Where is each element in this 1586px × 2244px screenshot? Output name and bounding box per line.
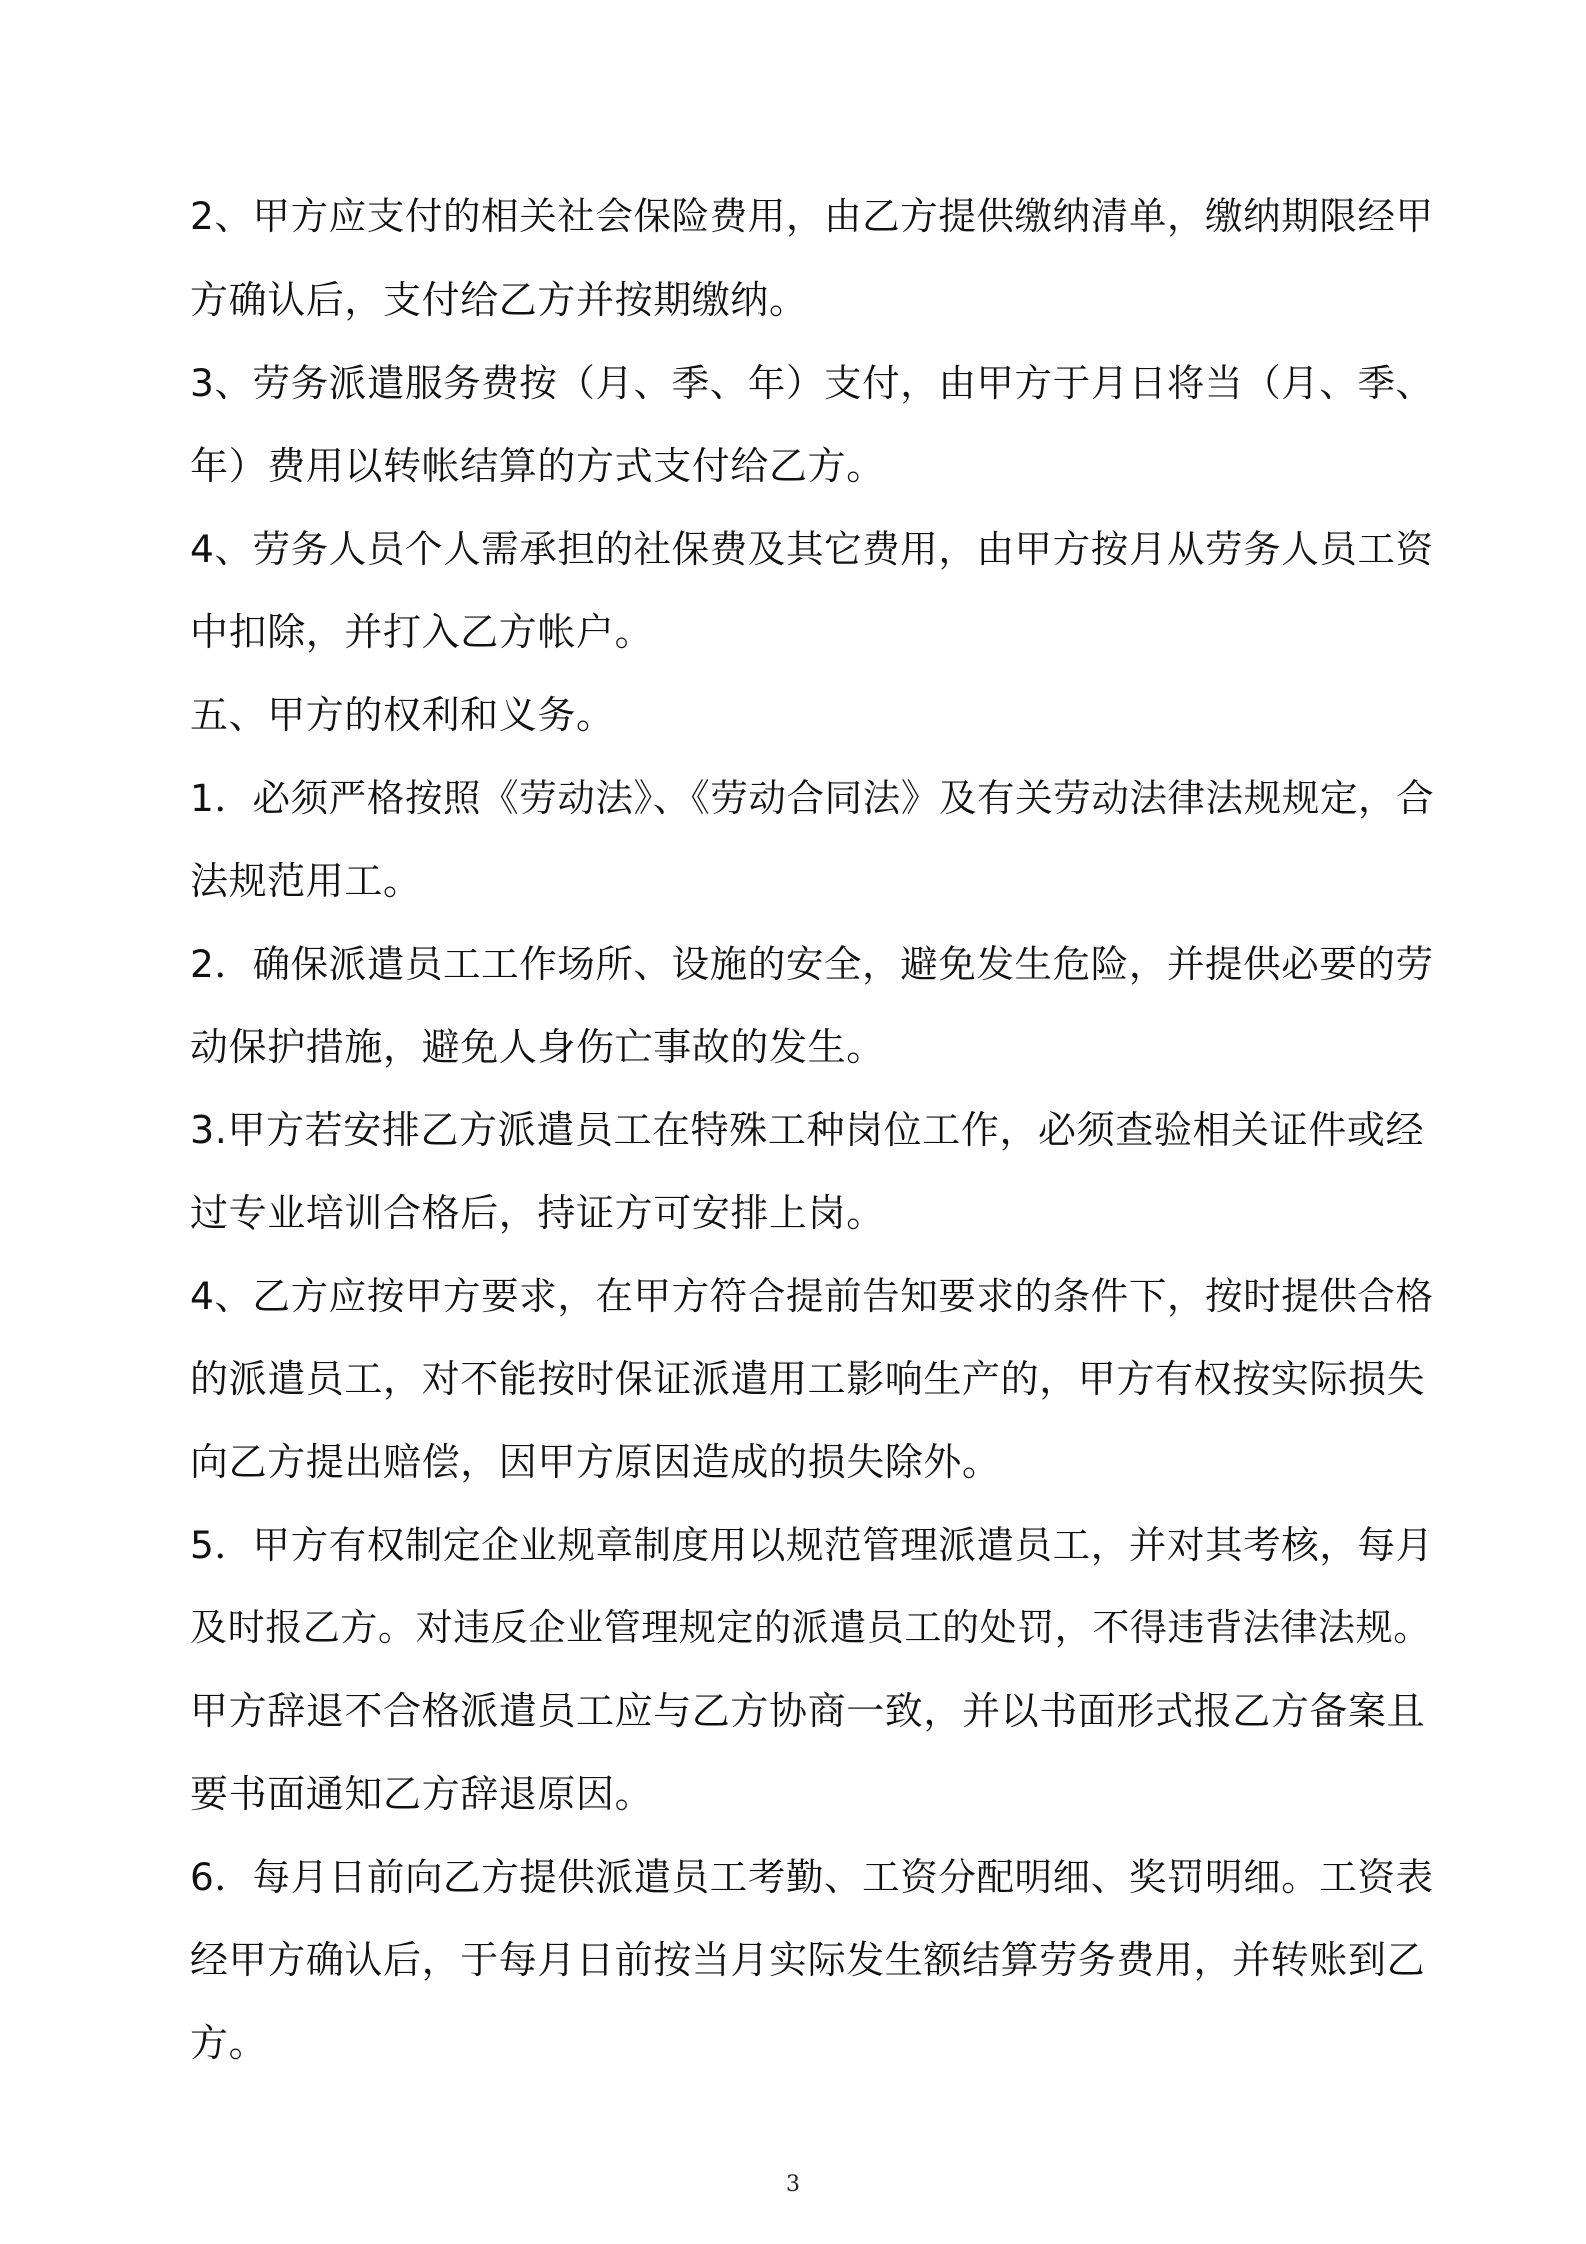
- text-line: 1．必须严格按照《劳动法》、《劳动合同法》及有关劳动法律法规规定，合: [190, 776, 1435, 820]
- text-line: 5．甲方有权制定企业规章制度用以规范管理派遣员工，并对其考核，每月: [190, 1523, 1434, 1567]
- text-line: 过专业培训合格后，持证方可安排上岗。: [190, 1191, 885, 1235]
- text-line: 4、乙方应按甲方要求，在甲方符合提前告知要求的条件下，按时提供合格: [190, 1274, 1434, 1318]
- text-line: 2．确保派遣员工工作场所、设施的安全，避免发生危险，并提供必要的劳: [190, 942, 1434, 986]
- text-line: 方。: [190, 2021, 268, 2065]
- text-line: 动保护措施，避免人身伤亡事故的发生。: [190, 1025, 885, 1069]
- text-line: 4、劳务人员个人需承担的社保费及其它费用，由甲方按月从劳务人员工资: [190, 527, 1434, 571]
- text-line: 3、劳务派遣服务费按（月、季、年）支付，由甲方于月日将当（月、季、: [190, 361, 1434, 405]
- text-line: 要书面通知乙方辞退原因。: [190, 1772, 654, 1816]
- text-line: 甲方辞退不合格派遣员工应与乙方协商一致，并以书面形式报乙方备案且: [190, 1689, 1426, 1733]
- text-line: 向乙方提出赔偿，因甲方原因造成的损失除外。: [190, 1440, 1001, 1484]
- text-line: 及时报乙方。对违反企业管理规定的派遣员工的处罚，不得违背法律法规。: [190, 1606, 1431, 1649]
- text-line: 2、甲方应支付的相关社会保险费用，由乙方提供缴纳清单，缴纳期限经甲: [190, 194, 1434, 238]
- text-line: 方确认后，支付给乙方并按期缴纳。: [190, 278, 808, 322]
- text-line: 经甲方确认后，于每月日前按当月实际发生额结算劳务费用，并转账到乙: [190, 1938, 1426, 1982]
- text-line: 的派遣员工，对不能按时保证派遣用工影响生产的，甲方有权按实际损失: [190, 1357, 1426, 1401]
- page-number: 3: [786, 2172, 800, 2197]
- text-line: 3.甲方若安排乙方派遣员工在特殊工种岗位工作，必须查验相关证件或经: [190, 1108, 1425, 1152]
- text-line: 中扣除，并打入乙方帐户。: [190, 610, 654, 654]
- text-line: 年）费用以转帐结算的方式支付给乙方。: [190, 444, 885, 488]
- section-heading: 五、甲方的权利和义务。: [190, 693, 615, 737]
- text-line: 6．每月日前向乙方提供派遣员工考勤、工资分配明细、奖罚明细。工资表: [190, 1855, 1434, 1899]
- text-line: 法规范用工。: [190, 859, 422, 903]
